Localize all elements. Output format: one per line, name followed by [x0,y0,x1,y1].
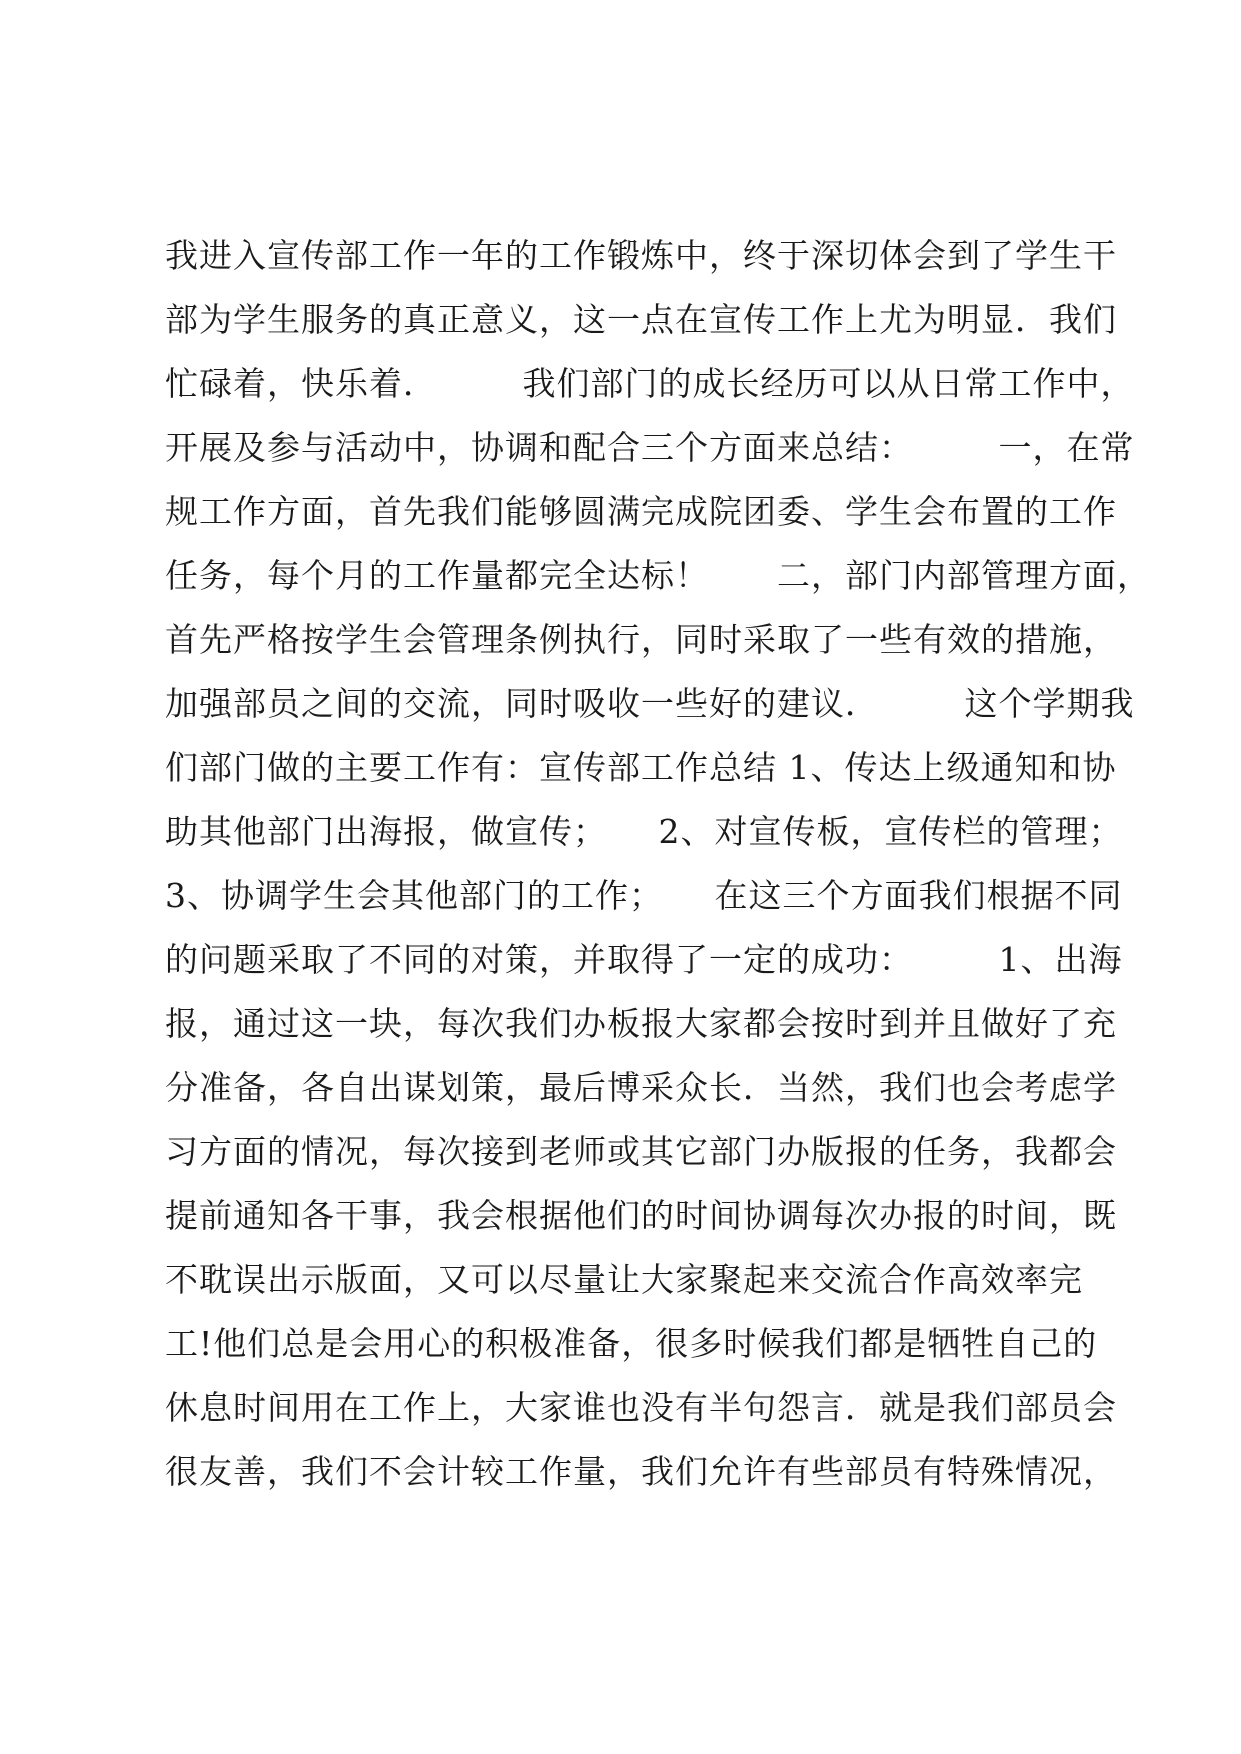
text-line: 休息时间用在工作上，大家谁也没有半句怨言．就是我们部员会 [165,1388,1117,1427]
text-line: 不耽误出示版面，又可以尽量让大家聚起来交流合作高效率完 [165,1260,1083,1299]
text-line: 首先严格按学生会管理条例执行，同时采取了一些有效的措施， [165,620,1117,659]
text-line: 忙碌着，快乐着． 我们部门的成长经历可以从日常工作中， [165,364,1135,403]
text-line: 很友善，我们不会计较工作量，我们允许有些部员有特殊情况， [165,1452,1117,1491]
text-line: 助其他部门出海报，做宣传； 2、对宣传板，宣传栏的管理； [165,812,1123,851]
text-line: 任务，每个月的工作量都完全达标！ 二，部门内部管理方面， [165,556,1151,595]
text-line: 报，通过这一块，每次我们办板报大家都会按时到并且做好了充 [165,1004,1117,1043]
text-line: 我进入宣传部工作一年的工作锻炼中，终于深切体会到了学生干 [165,236,1117,275]
text-line: 提前通知各干事，我会根据他们的时间协调每次办报的时间，既 [165,1196,1117,1235]
text-line: 分准备，各自出谋划策，最后博采众长．当然，我们也会考虑学 [165,1068,1117,1107]
text-line: 工!他们总是会用心的积极准备，很多时候我们都是牺牲自己的 [165,1324,1098,1363]
text-line: 规工作方面，首先我们能够圆满完成院团委、学生会布置的工作 [165,492,1117,531]
text-line: 部为学生服务的真正意义，这一点在宣传工作上尤为明显．我们 [165,300,1117,339]
body-text [165,224,1151,1504]
text-line: 习方面的情况，每次接到老师或其它部门办版报的任务，我都会 [165,1132,1117,1171]
text-line: 开展及参与活动中，协调和配合三个方面来总结： 一，在常 [165,428,1135,467]
text-line: 们部门做的主要工作有：宣传部工作总结 1、传达上级通知和协 [165,748,1117,787]
text-line: 3、协调学生会其他部门的工作； 在这三个方面我们根据不同 [165,876,1123,915]
text-line: 的问题采取了不同的对策，并取得了一定的成功： 1、出海 [165,940,1123,979]
text-line: 加强部员之间的交流，同时吸收一些好的建议． 这个学期我 [165,684,1135,723]
